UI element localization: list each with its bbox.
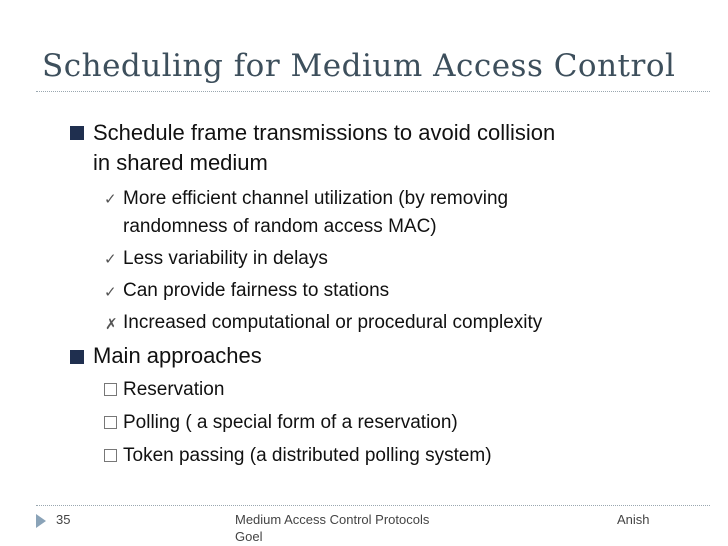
footer-divider <box>36 505 710 506</box>
bullet-1-line-2: in shared medium <box>93 150 268 175</box>
slide-number: 35 <box>56 512 71 527</box>
footer-author: Anish <box>617 512 650 527</box>
box-icon <box>104 449 117 462</box>
check-icon: ✓ <box>104 250 117 268</box>
sub-item-1-line-2: randomness of random access MAC) <box>123 216 437 237</box>
square-bullet-icon <box>70 126 84 140</box>
bullet-1-line-1: Schedule frame transmissions to avoid collision <box>93 120 556 145</box>
slide-title: Scheduling for Medium Access Control <box>42 48 676 84</box>
footer-center-line-1: Medium Access Control Protocols <box>235 512 430 527</box>
sub-item-4: Increased computational or procedural complexity <box>123 312 543 333</box>
sub-item-3: Can provide fairness to stations <box>123 280 390 301</box>
approach-3: Token passing (a distributed polling system) <box>123 445 492 466</box>
bullet-2-line-1: Main approaches <box>93 343 262 368</box>
approach-1: Reservation <box>123 379 225 400</box>
square-bullet-icon <box>70 350 84 364</box>
check-icon: ✓ <box>104 190 117 208</box>
box-icon <box>104 416 117 429</box>
footer-center-line-2: Goel <box>235 529 263 544</box>
chevron-right-icon <box>36 514 46 528</box>
approach-2: Polling ( a special form of a reservation) <box>123 412 458 433</box>
cross-icon: ✗ <box>105 315 118 333</box>
box-icon <box>104 383 117 396</box>
sub-item-2: Less variability in delays <box>123 248 328 269</box>
sub-item-1-line-1: More efficient channel utilization (by removing <box>123 188 509 209</box>
check-icon: ✓ <box>104 283 117 301</box>
